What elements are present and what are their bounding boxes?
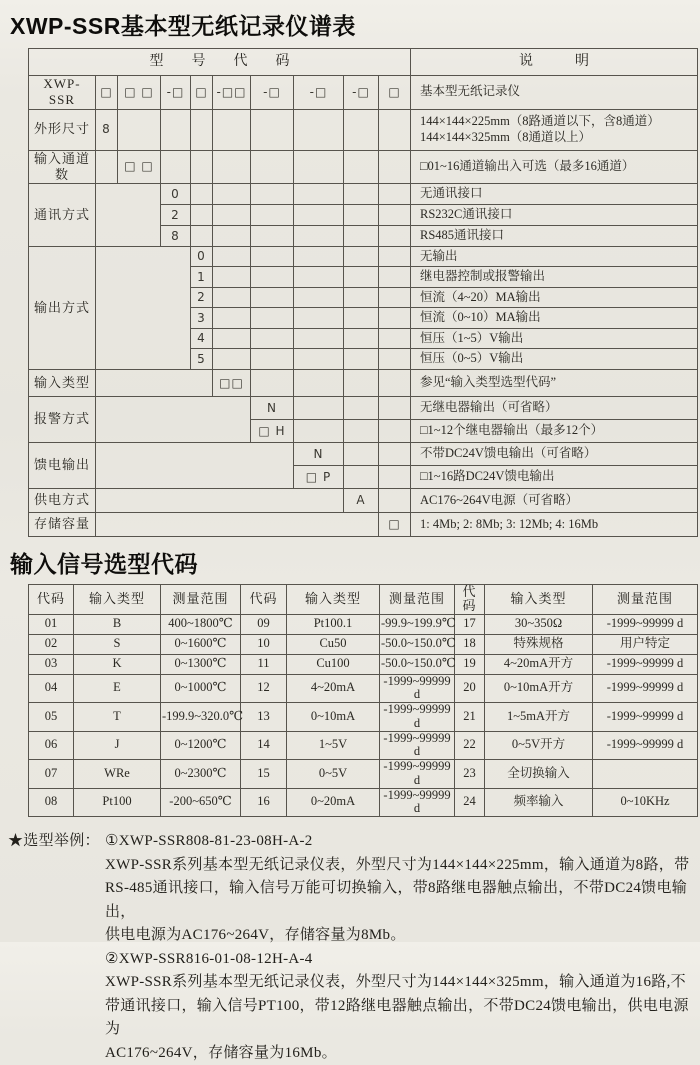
empty-cell — [251, 205, 294, 226]
empty-cell — [294, 420, 344, 443]
signal-cell: 13 — [241, 703, 287, 732]
row-label: 输入通道数 — [29, 150, 96, 184]
examples-label: ★选型举例： — [8, 833, 100, 850]
size-row — [29, 109, 698, 150]
signal-row — [29, 731, 698, 760]
code-box-cell: -□ — [161, 76, 191, 110]
signal-cell: -1999~99999 d — [593, 731, 698, 760]
description-cell — [411, 109, 698, 150]
row-label: 馈电输出 — [29, 443, 96, 489]
storage-row — [29, 513, 698, 537]
row-label: 供电方式 — [29, 489, 96, 513]
description-cell: 继电器控制或报警输出 — [411, 267, 698, 288]
header-cell: 输入类型 — [485, 585, 593, 615]
header-cell: 输入类型 — [74, 585, 161, 615]
signal-row — [29, 634, 698, 654]
signal-cell: 12 — [241, 674, 287, 703]
signal-cell: 22 — [455, 731, 485, 760]
signal-cell: 05 — [29, 703, 74, 732]
signal-cell: E — [74, 674, 161, 703]
empty-cell — [344, 247, 379, 267]
empty-cell — [294, 288, 344, 308]
signal-cell: -200~650℃ — [161, 788, 241, 817]
code-box-cell: -□ — [251, 76, 294, 110]
code-value-cell: 2 — [191, 288, 213, 308]
header-cell: 测量范围 — [380, 585, 455, 615]
code-value-cell: 8 — [161, 226, 191, 247]
empty-cell — [213, 205, 251, 226]
empty-cell — [213, 150, 251, 184]
signal-cell: 0~20mA — [287, 788, 380, 817]
code-value-cell: 5 — [191, 349, 213, 370]
row-label: 输出方式 — [29, 247, 96, 370]
model-row — [29, 76, 698, 110]
signal-cell: 19 — [455, 654, 485, 674]
empty-cell — [344, 205, 379, 226]
code-box-cell: □ □ — [118, 76, 161, 110]
signal-cell: T — [74, 703, 161, 732]
row-label: 输入类型 — [29, 370, 96, 397]
row-label: 外形尺寸 — [29, 109, 96, 150]
comm-row — [29, 184, 698, 205]
empty-cell — [213, 184, 251, 205]
empty-cell — [344, 184, 379, 205]
description-cell: AC176~264V电源（可省略） — [411, 489, 698, 513]
signal-cell: -1999~99999 d — [380, 731, 455, 760]
empty-cell — [96, 184, 161, 247]
signal-cell: WRe — [74, 760, 161, 789]
signal-cell: 17 — [455, 614, 485, 634]
description-cell: 无输出 — [411, 247, 698, 267]
signal-cell: 18 — [455, 634, 485, 654]
empty-cell — [96, 247, 191, 370]
signal-cell: 0~10mA开方 — [485, 674, 593, 703]
signal-cell: -199.9~320.0℃ — [161, 703, 241, 732]
signal-row — [29, 788, 698, 817]
empty-cell — [251, 247, 294, 267]
code-value-cell: 3 — [191, 308, 213, 329]
empty-cell — [118, 109, 161, 150]
header-cell: 测量范围 — [593, 585, 698, 615]
empty-cell — [379, 466, 411, 489]
signal-cell: -1999~99999 d — [593, 703, 698, 732]
description-cell: 基本型无纸记录仪 — [411, 76, 698, 110]
description-cell: 1: 4Mb; 2: 8Mb; 3: 12Mb; 4: 16Mb — [411, 513, 698, 537]
empty-cell — [96, 489, 344, 513]
code-box-cell: □ — [191, 76, 213, 110]
header-cell: 输入类型 — [287, 585, 380, 615]
code-value-cell: A — [344, 489, 379, 513]
empty-cell — [379, 150, 411, 184]
size-desc-line1: 144×144×225mm（8路通道以下，含8通道） — [420, 113, 660, 128]
signal-cell: 4~20mA — [287, 674, 380, 703]
empty-cell — [161, 109, 191, 150]
empty-cell — [344, 349, 379, 370]
code-columns-header: 型 号 代 码 — [29, 49, 411, 76]
channels-row — [29, 150, 698, 184]
signal-cell: -1999~99999 d — [593, 654, 698, 674]
code-value-cell: N — [251, 397, 294, 420]
description-cell: 恒流（4~20）MA输出 — [411, 288, 698, 308]
empty-cell — [213, 109, 251, 150]
signal-cell: 频率输入 — [485, 788, 593, 817]
empty-cell — [251, 288, 294, 308]
empty-cell — [294, 370, 344, 397]
empty-cell — [379, 267, 411, 288]
selection-examples — [8, 830, 692, 1065]
empty-cell — [379, 205, 411, 226]
feed-row — [29, 443, 698, 466]
signal-cell: 0~10KHz — [593, 788, 698, 817]
empty-cell — [191, 184, 213, 205]
empty-cell — [96, 513, 379, 537]
row-label: 存储容量 — [29, 513, 96, 537]
code-box-cell: □ P — [294, 466, 344, 489]
signal-cell: 08 — [29, 788, 74, 817]
empty-cell — [379, 443, 411, 466]
empty-cell — [251, 370, 294, 397]
empty-cell — [379, 329, 411, 349]
code-box-cell: □ — [96, 76, 118, 110]
empty-cell — [344, 267, 379, 288]
description-cell: 恒流（0~10）MA输出 — [411, 308, 698, 329]
example-1-text: RS-485通讯接口，输入信号万能可切换输入，带8路继电器触点输出，不带DC24馈电输出， — [105, 880, 688, 920]
signal-cell: 1~5V — [287, 731, 380, 760]
empty-cell — [294, 226, 344, 247]
size-desc-line2: 144×144×325mm（8通道以上） — [420, 129, 592, 144]
signal-cell: 24 — [455, 788, 485, 817]
signal-cell: 30~350Ω — [485, 614, 593, 634]
empty-cell — [213, 308, 251, 329]
example-1-text: XWP-SSR系列基本型无纸记录仪表，外型尺寸为144×144×225mm，输入通道为8路，带 — [105, 856, 690, 873]
signal-cell: K — [74, 654, 161, 674]
code-box-cell: □ □ — [118, 150, 161, 184]
signal-cell: -1999~99999 d — [380, 703, 455, 732]
empty-cell — [379, 397, 411, 420]
empty-cell — [294, 109, 344, 150]
code-box-cell: □ H — [251, 420, 294, 443]
signal-cell: -1999~99999 d — [380, 788, 455, 817]
empty-cell — [294, 184, 344, 205]
empty-cell — [379, 489, 411, 513]
signal-cell: 02 — [29, 634, 74, 654]
empty-cell — [344, 308, 379, 329]
empty-cell — [344, 397, 379, 420]
empty-cell — [213, 349, 251, 370]
signal-row — [29, 614, 698, 634]
section-title: 输入信号选型代码 — [10, 551, 198, 577]
example-1-code: ①XWP-SSR808-81-23-08H-A-2 — [105, 833, 313, 850]
code-value-cell: 0 — [161, 184, 191, 205]
signal-cell: 0~5V — [287, 760, 380, 789]
empty-cell — [344, 150, 379, 184]
empty-cell — [344, 288, 379, 308]
empty-cell — [294, 308, 344, 329]
code-box-cell: □ — [379, 513, 411, 537]
signal-cell: -1999~99999 d — [380, 760, 455, 789]
empty-cell — [251, 109, 294, 150]
signal-cell: 16 — [241, 788, 287, 817]
description-cell: 恒压（0~5）V输出 — [411, 349, 698, 370]
signal-cell: 400~1800℃ — [161, 614, 241, 634]
header-cell: 代码 — [241, 585, 287, 615]
row-label: 报警方式 — [29, 397, 96, 443]
signal-row — [29, 674, 698, 703]
signal-cell: B — [74, 614, 161, 634]
signal-cell: 21 — [455, 703, 485, 732]
description-cell: RS232C通讯接口 — [411, 205, 698, 226]
signal-cell: Cu50 — [287, 634, 380, 654]
signal-cell: 0~5V开方 — [485, 731, 593, 760]
signal-cell: 用户特定 — [593, 634, 698, 654]
example-2-text: XWP-SSR系列基本型无纸记录仪表，外型尺寸为144×144×325mm，输入通道为16路,不 — [105, 974, 686, 991]
code-value-cell: 1 — [191, 267, 213, 288]
empty-cell — [251, 184, 294, 205]
code-box-cell: □□ — [213, 370, 251, 397]
signal-cell: -50.0~150.0℃ — [380, 654, 455, 674]
empty-cell — [191, 150, 213, 184]
signal-cell: 03 — [29, 654, 74, 674]
signal-header-row — [29, 585, 698, 615]
empty-cell — [191, 226, 213, 247]
signal-row — [29, 654, 698, 674]
example-2-text: 带通讯接口，输入信号PT100，带12路继电器触点输出，不带DC24馈电输出，供电电源为 — [105, 997, 689, 1038]
signal-cell: -50.0~150.0℃ — [380, 634, 455, 654]
signal-cell: 1~5mA开方 — [485, 703, 593, 732]
signal-cell: 01 — [29, 614, 74, 634]
signal-cell: 15 — [241, 760, 287, 789]
empty-cell — [191, 205, 213, 226]
empty-cell — [379, 349, 411, 370]
signal-cell: 特殊规格 — [485, 634, 593, 654]
empty-cell — [96, 150, 118, 184]
code-value-cell: 0 — [191, 247, 213, 267]
power-row — [29, 489, 698, 513]
empty-cell — [294, 267, 344, 288]
empty-cell — [379, 370, 411, 397]
signal-cell: 23 — [455, 760, 485, 789]
header-cell: 代码 — [29, 585, 74, 615]
empty-cell — [344, 466, 379, 489]
empty-cell — [213, 247, 251, 267]
empty-cell — [251, 349, 294, 370]
description-header: 说 明 — [411, 49, 698, 76]
empty-cell — [379, 109, 411, 150]
empty-cell — [96, 370, 213, 397]
signal-cell: -1999~99999 d — [593, 614, 698, 634]
empty-cell — [344, 329, 379, 349]
empty-cell — [294, 150, 344, 184]
empty-cell — [294, 247, 344, 267]
empty-cell — [96, 397, 251, 443]
signal-row — [29, 760, 698, 789]
row-label: 通讯方式 — [29, 184, 96, 247]
empty-cell — [96, 443, 294, 489]
signal-cell: Cu100 — [287, 654, 380, 674]
empty-cell — [344, 226, 379, 247]
example-1-heading — [8, 830, 692, 854]
signal-cell: 0~2300℃ — [161, 760, 241, 789]
empty-cell — [379, 288, 411, 308]
signal-cell: 06 — [29, 731, 74, 760]
header-cell: 代码 — [455, 585, 485, 615]
signal-cell: 14 — [241, 731, 287, 760]
signal-cell: 20 — [455, 674, 485, 703]
empty-cell — [344, 420, 379, 443]
page-title: XWP-SSR基本型无纸记录仪谱表 — [10, 13, 356, 39]
signal-cell: -1999~99999 d — [380, 674, 455, 703]
output-row — [29, 247, 698, 267]
signal-cell: 0~1000℃ — [161, 674, 241, 703]
empty-cell — [251, 267, 294, 288]
code-box-cell: □ — [379, 76, 411, 110]
empty-cell — [379, 226, 411, 247]
code-value-cell: 8 — [96, 109, 118, 150]
description-cell: □1~12个继电器输出（最多12个） — [411, 420, 698, 443]
code-box-cell: -□ — [294, 76, 344, 110]
empty-cell — [251, 150, 294, 184]
description-cell: 恒压（1~5）V输出 — [411, 329, 698, 349]
empty-cell — [251, 308, 294, 329]
signal-cell: Pt100 — [74, 788, 161, 817]
description-cell: □1~16路DC24V馈电输出 — [411, 466, 698, 489]
signal-cell: -1999~99999 d — [593, 674, 698, 703]
description-cell: □01~16通道输出入可选（最多16通道） — [411, 150, 698, 184]
empty-cell — [344, 443, 379, 466]
empty-cell — [251, 226, 294, 247]
signal-cell: 0~1200℃ — [161, 731, 241, 760]
model-code-table — [28, 48, 698, 537]
empty-cell — [294, 329, 344, 349]
signal-cell: 07 — [29, 760, 74, 789]
signal-cell: 0~10mA — [287, 703, 380, 732]
signal-cell: 0~1300℃ — [161, 654, 241, 674]
empty-cell — [213, 267, 251, 288]
empty-cell — [213, 329, 251, 349]
code-value-cell: 2 — [161, 205, 191, 226]
empty-cell — [379, 308, 411, 329]
header-cell: 测量范围 — [161, 585, 241, 615]
empty-cell — [191, 109, 213, 150]
example-1-text: 供电电源为AC176~264V，存储容量为8Mb。 — [105, 927, 406, 944]
signal-cell: 09 — [241, 614, 287, 634]
signal-code-table — [28, 584, 698, 817]
signal-cell: S — [74, 634, 161, 654]
signal-cell: 4~20mA开方 — [485, 654, 593, 674]
signal-cell: J — [74, 731, 161, 760]
empty-cell — [379, 420, 411, 443]
description-cell: 无继电器输出（可省略） — [411, 397, 698, 420]
empty-cell — [294, 205, 344, 226]
code-value-cell: N — [294, 443, 344, 466]
code-value-cell: 4 — [191, 329, 213, 349]
signal-cell: 11 — [241, 654, 287, 674]
signal-cell: Pt100.1 — [287, 614, 380, 634]
signal-cell: 全切换输入 — [485, 760, 593, 789]
table-header-row — [29, 49, 698, 76]
code-box-cell: -□ — [344, 76, 379, 110]
description-cell: RS485通讯接口 — [411, 226, 698, 247]
input-type-row — [29, 370, 698, 397]
empty-cell — [379, 247, 411, 267]
empty-cell — [294, 349, 344, 370]
example-2-code: ②XWP-SSR816-01-08-12H-A-4 — [105, 950, 313, 967]
signal-cell — [593, 760, 698, 789]
empty-cell — [251, 329, 294, 349]
example-2-text: AC176~264V，存储容量为16Mb。 — [105, 1044, 337, 1061]
description-cell: 参见“输入类型选型代码” — [411, 370, 698, 397]
empty-cell — [379, 184, 411, 205]
description-cell: 无通讯接口 — [411, 184, 698, 205]
signal-cell: 0~1600℃ — [161, 634, 241, 654]
empty-cell — [294, 397, 344, 420]
description-cell: 不带DC24V馈电输出（可省略） — [411, 443, 698, 466]
alarm-row — [29, 397, 698, 420]
empty-cell — [344, 370, 379, 397]
empty-cell — [213, 288, 251, 308]
code-box-cell: -□□ — [213, 76, 251, 110]
row-label: XWP-SSR — [29, 76, 96, 110]
signal-row — [29, 703, 698, 732]
empty-cell — [344, 109, 379, 150]
empty-cell — [213, 226, 251, 247]
signal-cell: -99.9~199.9℃ — [380, 614, 455, 634]
signal-cell: 04 — [29, 674, 74, 703]
empty-cell — [161, 150, 191, 184]
signal-cell: 10 — [241, 634, 287, 654]
